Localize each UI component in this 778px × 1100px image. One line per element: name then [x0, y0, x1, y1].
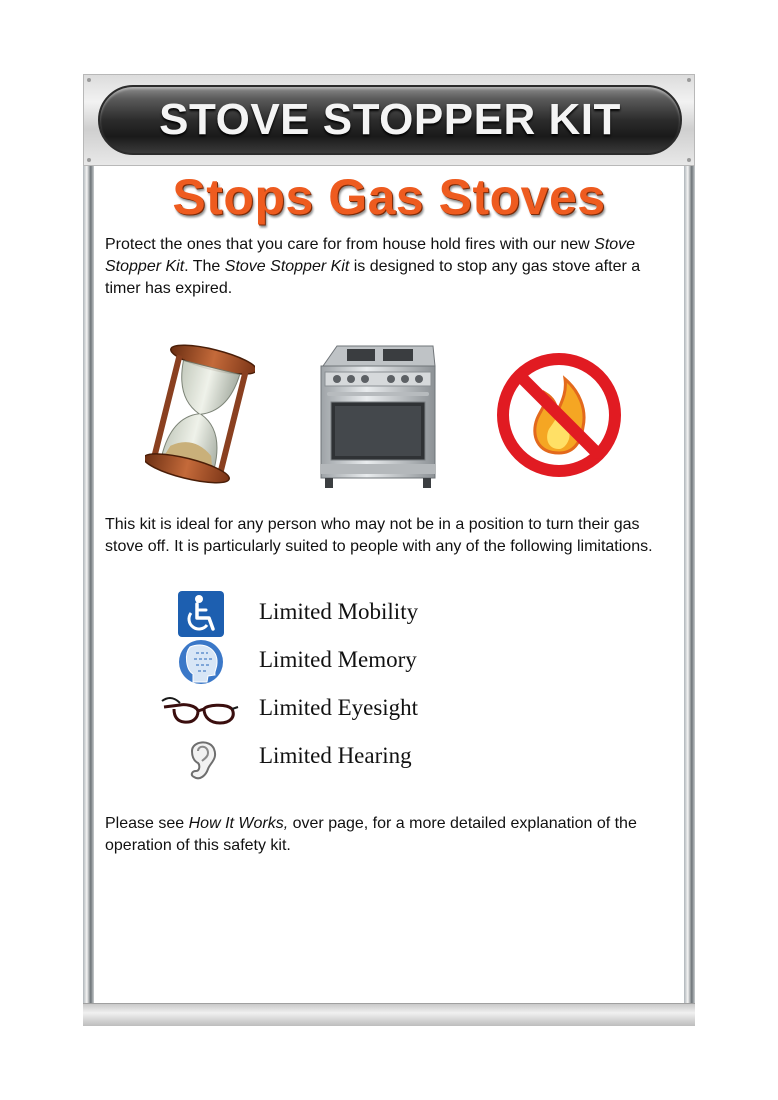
footer-note: [105, 813, 675, 857]
frame-header-plate: [83, 74, 695, 166]
limitation-item-memory: [160, 639, 520, 685]
intro-text: is designed to stop any gas stove after a timer has expired.: [105, 258, 641, 297]
limitation-label: Limited Memory: [259, 647, 417, 672]
ear-icon: [160, 735, 240, 781]
frame-left-rail: [83, 166, 94, 1004]
frame-bottom-rail: [83, 1003, 695, 1026]
limitation-item-hearing: [160, 735, 520, 781]
limitation-item-eyesight: [160, 687, 520, 733]
limitation-label: Limited Hearing: [259, 743, 412, 768]
rivet: [687, 158, 691, 162]
hourglass-icon: [145, 344, 255, 484]
headline: Stops Gas Stoves: [172, 169, 606, 225]
product-name: Stove Stopper Kit: [105, 236, 636, 275]
no-fire-icon: [497, 353, 621, 477]
limitation-label: Limited Mobility: [259, 599, 419, 624]
wheelchair-icon: [160, 591, 240, 637]
footer-text: over page, for a more detailed explanation of the operation of this safety kit.: [105, 815, 637, 854]
intro-text: . The: [184, 258, 225, 275]
gas-stove-icon: [317, 344, 439, 490]
glasses-icon: [160, 687, 240, 733]
rivet: [687, 78, 691, 82]
page-title: STOVE STOPPER KIT: [159, 95, 621, 144]
suitability-paragraph: This kit is ideal for any person who may not be in a position to turn their gas stove off. It is particularly suited to people with any of the following limitations.: [105, 516, 653, 555]
limitation-label: Limited Eyesight: [259, 695, 419, 720]
how-it-works-reference: How It Works,: [188, 815, 289, 832]
intro-paragraph: [105, 234, 675, 300]
frame-right-rail: [684, 166, 695, 1004]
product-name: Stove Stopper Kit: [224, 258, 350, 275]
rivet: [87, 78, 91, 82]
brain-head-icon: [160, 639, 240, 685]
footer-text: Please see: [105, 815, 189, 832]
rivet: [87, 158, 91, 162]
intro-text: Protect the ones that you care for from house hold fires with our new: [105, 236, 595, 253]
limitation-item-mobility: [160, 591, 520, 637]
title-banner: [98, 85, 682, 155]
